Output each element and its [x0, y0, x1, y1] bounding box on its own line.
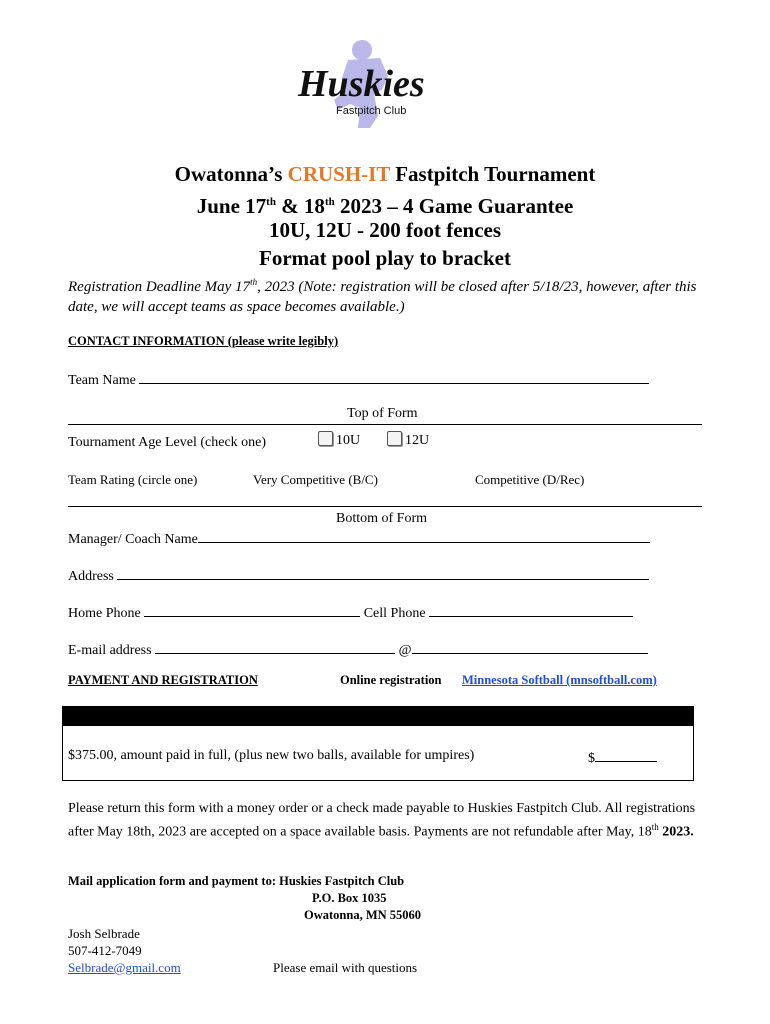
- payment-header-bar: [62, 706, 694, 726]
- bottom-of-form-label: Bottom of Form: [336, 511, 428, 526]
- rating-very-competitive[interactable]: Very Competitive (B/C): [253, 472, 378, 487]
- logo-wordmark: Huskies: [298, 63, 425, 105]
- address-row: [68, 566, 649, 585]
- bottom-of-form-divider: [68, 506, 702, 507]
- manager-label: Manager/ Coach Name: [68, 532, 198, 547]
- team-name-field[interactable]: [139, 370, 649, 384]
- amount-field[interactable]: [595, 748, 657, 762]
- address-field[interactable]: [117, 566, 649, 580]
- age-option-12u[interactable]: 12U: [387, 431, 429, 449]
- age-level-label: Tournament Age Level (check one): [68, 435, 267, 450]
- team-name-row: [68, 370, 649, 389]
- cell-phone-label: Cell Phone: [363, 606, 426, 621]
- online-registration-label: Online registration: [340, 673, 442, 687]
- email-questions-note: Please email with questions: [273, 960, 418, 975]
- dollar-sign: $: [588, 751, 595, 766]
- amount-row: [588, 748, 657, 767]
- manager-row: [68, 529, 650, 548]
- team-name-label: Team Name: [68, 373, 136, 388]
- title-line-3: 10U, 12U - 200 foot fences: [268, 218, 502, 242]
- team-rating-label: Team Rating (circle one): [68, 472, 198, 487]
- mnsoftball-link[interactable]: Minnesota Softball (mnsoftball.com): [462, 673, 657, 687]
- logo-subtitle: Fastpitch Club: [336, 105, 407, 117]
- email-at: @: [398, 643, 412, 658]
- payment-heading: PAYMENT AND REGISTRATION: [68, 673, 258, 687]
- email-label: E-mail address: [68, 643, 152, 658]
- crush-it-highlight: CRUSH-IT: [287, 162, 390, 186]
- cell-phone-field[interactable]: [429, 603, 633, 617]
- return-instructions: Please return this form with a money order or a check made payable to Huskies Fastpitch Club. All registrations after May 18th, 2023 are accepted on a space available basis. Payments are not refundable after May, 18th 2023.: [68, 801, 696, 840]
- contact-name: Josh Selbrade: [68, 926, 140, 941]
- address-label: Address: [68, 569, 114, 584]
- mail-label: Mail application form and payment to: Huskies Fastpitch Club: [68, 874, 405, 888]
- email-domain-field[interactable]: [412, 640, 648, 654]
- rating-competitive[interactable]: Competitive (D/Rec): [475, 472, 585, 487]
- phone-row: [68, 603, 633, 622]
- top-of-form-divider: [68, 424, 702, 425]
- contact-email-link[interactable]: Selbrade@gmail.com: [68, 960, 181, 975]
- email-row: [68, 640, 648, 659]
- fee-text: $375.00, amount paid in full, (plus new two balls, available for umpires): [68, 748, 475, 763]
- checkbox-10u[interactable]: [318, 431, 333, 446]
- title-line-4: Format pool play to bracket: [259, 246, 511, 270]
- checkbox-12u[interactable]: [387, 431, 402, 446]
- title-line-1: Owatonna’s CRUSH-IT Fastpitch Tournament: [174, 162, 596, 186]
- title-line-2: June 17th & 18th 2023 – 4 Game Guarantee: [196, 194, 574, 218]
- mail-po-box: P.O. Box 1035: [312, 891, 387, 905]
- age-option-10u[interactable]: 10U: [318, 431, 360, 449]
- email-user-field[interactable]: [155, 640, 395, 654]
- home-phone-label: Home Phone: [68, 606, 141, 621]
- registration-deadline: Registration Deadline May 17th, 2023 (Note: registration will be closed after 5/18/23, however, after this date, we will accept teams as space becomes available.): [68, 277, 697, 315]
- huskies-logo: [290, 38, 440, 130]
- top-of-form-label: Top of Form: [347, 406, 418, 421]
- contact-heading: CONTACT INFORMATION (please write legibly): [68, 334, 339, 348]
- contact-phone: 507-412-7049: [68, 943, 142, 958]
- manager-field[interactable]: [198, 529, 650, 543]
- home-phone-field[interactable]: [144, 603, 360, 617]
- mail-city: Owatonna, MN 55060: [304, 908, 422, 922]
